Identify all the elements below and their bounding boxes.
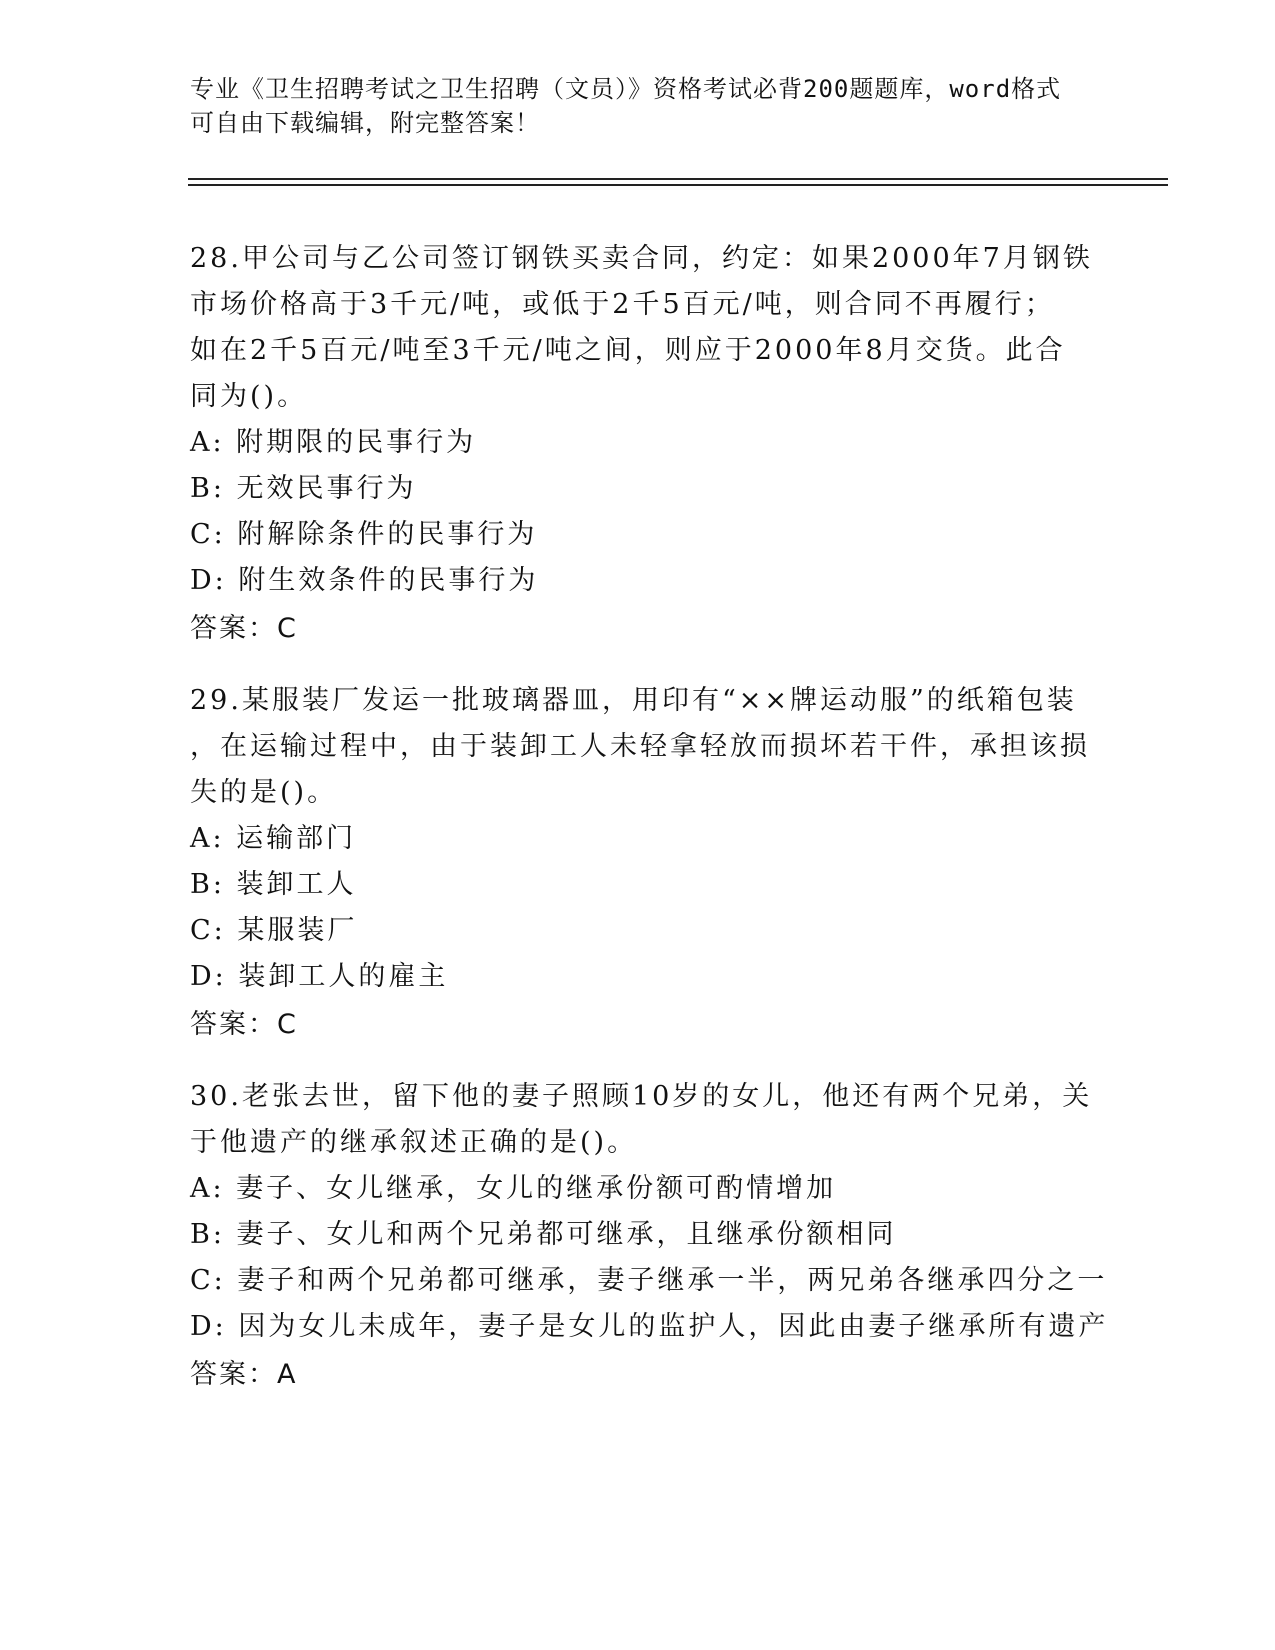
question-stem-line: 市场价格高于3千元/吨，或低于2千5百元/吨，则合同不再履行；: [190, 289, 1055, 320]
option-c: C: 附解除条件的民事行为: [190, 519, 538, 550]
answer-label: 答案：C: [190, 613, 298, 644]
option-b: B: 妻子、女儿和两个兄弟都可继承，且继承份额相同: [190, 1219, 897, 1250]
option-a: A: 妻子、女儿继承，女儿的继承份额可酌情增加: [190, 1173, 837, 1204]
question-stem-line: 29.某服装厂发运一批玻璃器皿，用印有“××牌运动服”的纸箱包装: [190, 685, 1077, 716]
question-stem-line: 同为()。: [190, 381, 308, 412]
option-d: D: 装卸工人的雇主: [190, 961, 449, 992]
question-list: [190, 236, 1109, 1424]
question-stem-line: 失的是()。: [190, 777, 338, 808]
question-stem-line: 于他遗产的继承叙述正确的是()。: [190, 1127, 638, 1158]
header-line-2: 可自由下载编辑，附完整答案！: [190, 109, 540, 137]
option-d: D: 附生效条件的民事行为: [190, 565, 539, 596]
header-divider-bottom: [188, 184, 1168, 186]
option-b: B: 装卸工人: [190, 869, 357, 900]
option-a: A: 附期限的民事行为: [190, 427, 477, 458]
question-stem-line: ，在运输过程中，由于装卸工人未轻拿轻放而损坏若干件，承担该损: [190, 731, 1090, 762]
document-header: [190, 72, 1080, 140]
question-30: [190, 1074, 1109, 1398]
answer-label: 答案：A: [190, 1359, 298, 1390]
option-d: D: 因为女儿未成年，妻子是女儿的监护人，因此由妻子继承所有遗产: [190, 1311, 1109, 1342]
question-28: [190, 236, 1093, 652]
question-stem-line: 30.老张去世，留下他的妻子照顾10岁的女儿，他还有两个兄弟，关: [190, 1081, 1093, 1112]
option-b: B: 无效民事行为: [190, 473, 417, 504]
option-c: C: 某服装厂: [190, 915, 358, 946]
header-line-1: 专业《卫生招聘考试之卫生招聘（文员）》资格考试必背200题题库，word格式: [190, 75, 1062, 103]
option-c: C: 妻子和两个兄弟都可继承，妻子继承一半，两兄弟各继承四分之一: [190, 1265, 1108, 1296]
option-a: A: 运输部门: [190, 823, 357, 854]
question-stem-line: 28.甲公司与乙公司签订钢铁买卖合同，约定：如果2000年7月钢铁: [190, 243, 1093, 274]
header-divider-top: [188, 178, 1168, 180]
question-29: [190, 678, 1090, 1048]
answer-label: 答案：C: [190, 1009, 298, 1040]
question-stem-line: 如在2千5百元/吨至3千元/吨之间，则应于2000年8月交货。此合: [190, 335, 1066, 366]
